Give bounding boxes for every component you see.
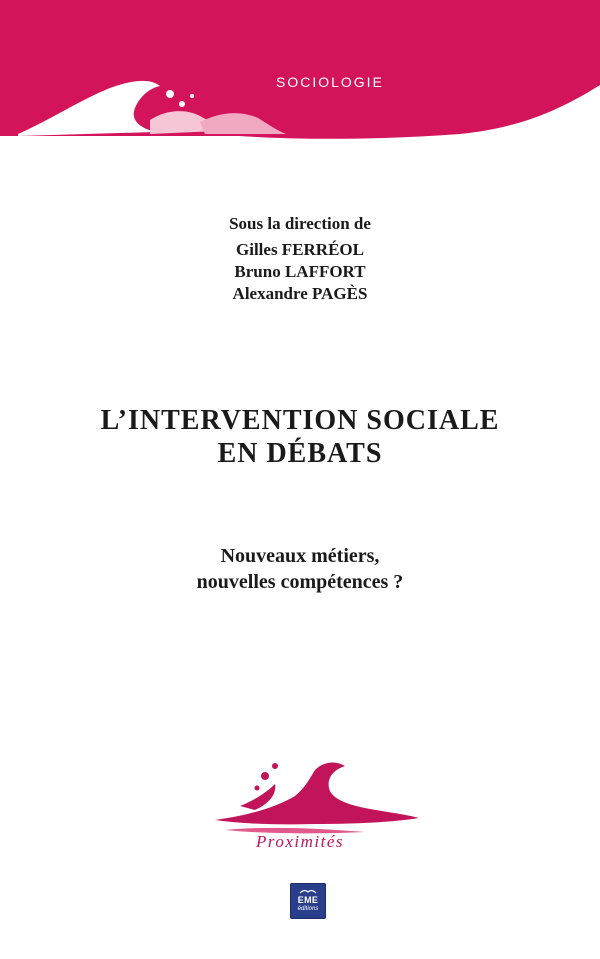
editor-name: Gilles FERRÉOL — [236, 240, 364, 259]
editor-name: Bruno LAFFORT — [234, 262, 366, 281]
credits — [0, 213, 600, 305]
subtitle-line: nouvelles compétences ? — [196, 571, 404, 593]
publisher-name: EME — [297, 895, 319, 905]
editor-name: Alexandre PAGÈS — [232, 284, 368, 303]
title-line: L’INTERVENTION SOCIALE — [100, 405, 500, 436]
editor-list — [0, 239, 600, 305]
open-book-icon — [299, 887, 317, 894]
subtitle-line: Nouveaux métiers, — [220, 545, 380, 567]
direction-label: Sous la direction de — [229, 214, 371, 233]
header-band — [0, 0, 600, 140]
collection-label: SOCIOLOGIE — [276, 74, 384, 90]
publisher-logo — [290, 883, 326, 919]
title-line: EN DÉBATS — [217, 438, 383, 469]
publisher-label: éditions — [297, 906, 319, 912]
series-wave-logo — [205, 748, 425, 838]
book-title — [0, 404, 600, 470]
book-subtitle — [0, 543, 600, 595]
series-name: Proximités — [255, 832, 345, 851]
